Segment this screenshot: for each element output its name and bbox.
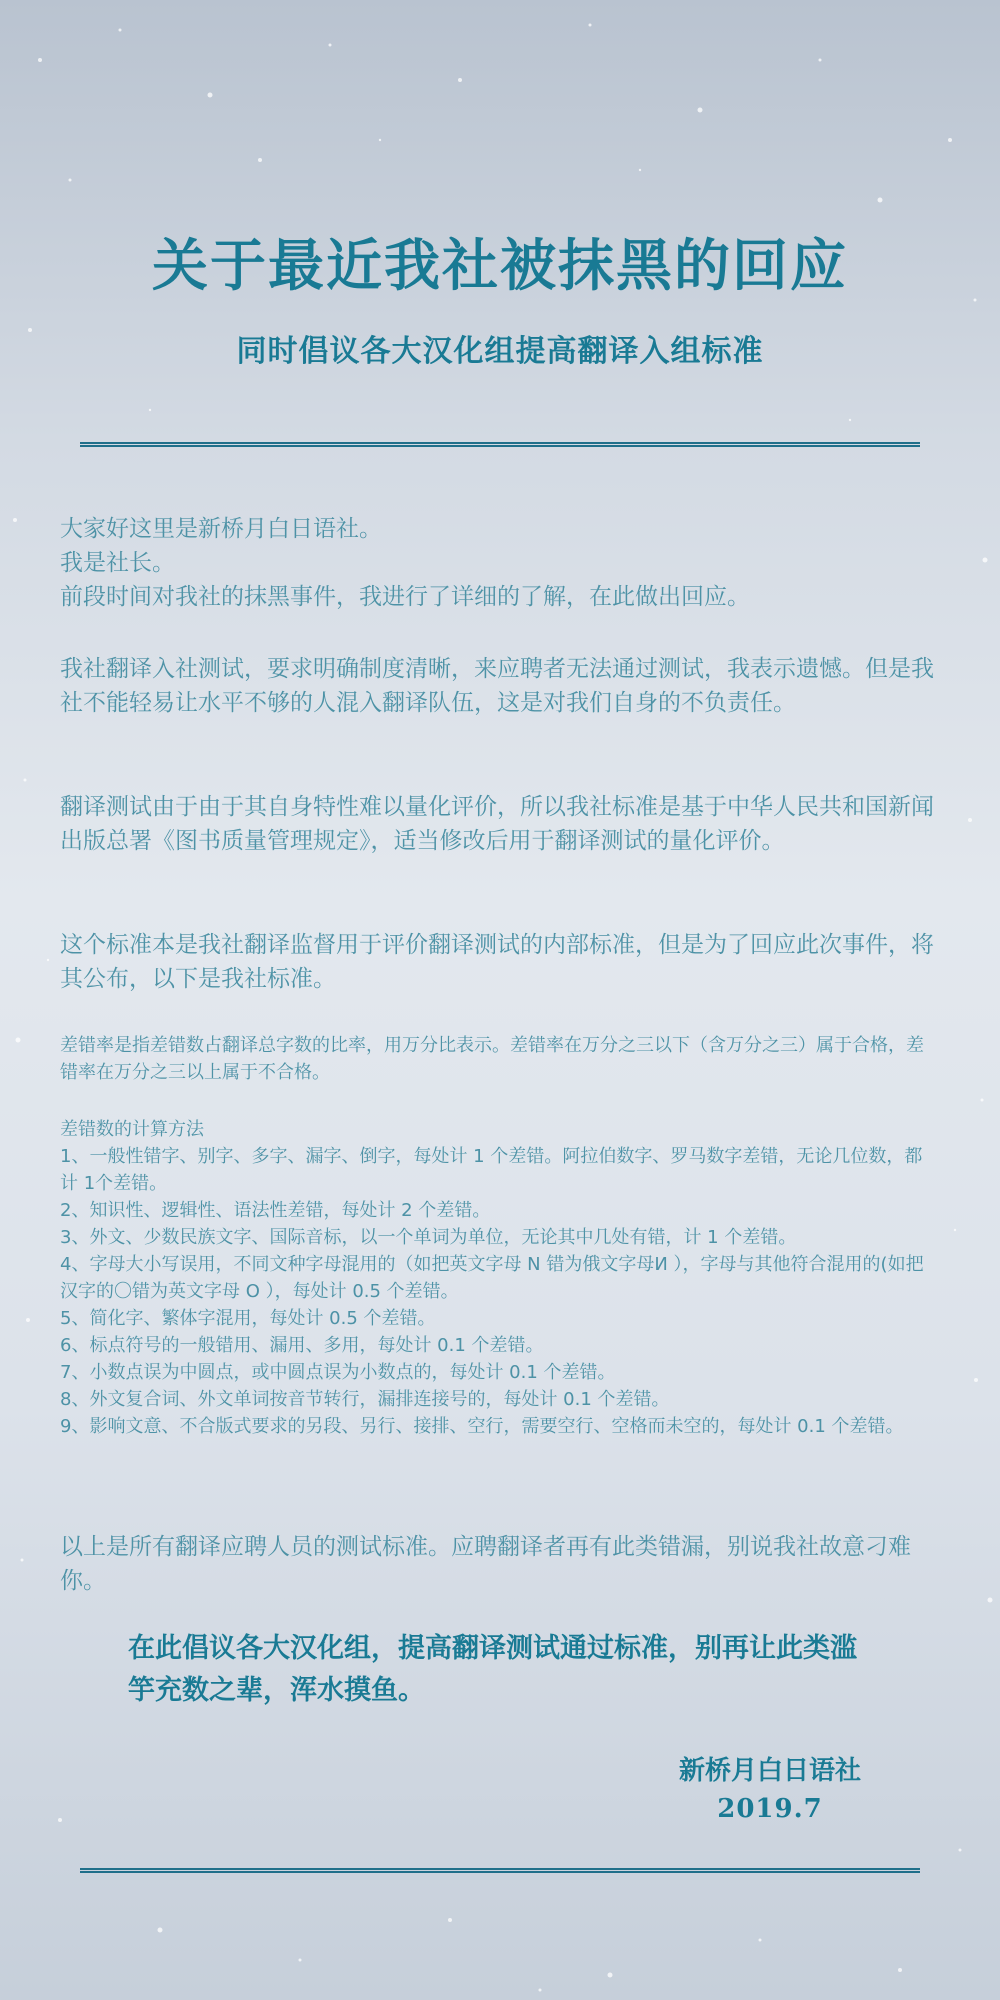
error-rate-definition (60, 1032, 940, 1086)
rule-item: 8、外文复合词、外文单词按音节转行，漏排连接号的，每处计 0.1 个差错。 (60, 1389, 670, 1410)
paragraph-standard-basis (60, 790, 940, 858)
rule-item: 1、一般性错字、别字、多字、漏字、倒字，每处计 1 个差错。阿拉伯数字、罗马数字差错，无论几位数，都计 1个差错。 (60, 1146, 923, 1194)
paragraph-disclosure (60, 928, 940, 996)
paragraph-test-policy (60, 652, 940, 720)
page-subtitle: 同时倡议各大汉化组提高翻译入组标准 (236, 334, 764, 369)
top-divider (80, 442, 920, 447)
definition-text: 差错率是指差错数占翻译总字数的比率，用万分比表示。差错率在万分之三以下（含万分之三）属于合格，差错率在万分之三以上属于不合格。 (60, 1035, 924, 1083)
closing-text: 以上是所有翻译应聘人员的测试标准。应聘翻译者再有此类错漏，别说我社故意刁难你。 (60, 1534, 911, 1594)
page-title: 关于最近我社被抹黑的回应 (152, 233, 848, 299)
rule-item: 2、知识性、逻辑性、语法性差错，每处计 2 个差错。 (60, 1200, 491, 1221)
intro-line: 大家好这里是新桥月白日语社。 (60, 516, 382, 542)
intro-block (60, 512, 940, 614)
rule-item: 4、字母大小写误用，不同文种字母混用的（如把英文字母 N 错为俄文字母И ），字母与其他符合混用的(如把汉字的〇错为英文字母 O ），每处计 0.5 个差错。 (60, 1254, 924, 1302)
signature-date: 2019.7 (717, 1794, 823, 1824)
rule-item: 5、简化字、繁体字混用，每处计 0.5 个差错。 (60, 1308, 436, 1329)
rule-item: 6、标点符号的一般错用、漏用、多用，每处计 0.1 个差错。 (60, 1335, 544, 1356)
closing-paragraph (60, 1530, 940, 1598)
rule-item: 3、外文、少数民族文字、国际音标，以一个单词为单位，无论其中几处有错，计 1 个差错。 (60, 1227, 797, 1248)
paragraph-text: 翻译测试由于由于其自身特性难以量化评价，所以我社标准是基于中华人民共和国新闻出版总署《图书质量管理规定》，适当修改后用于翻译测试的量化评价。 (60, 794, 934, 854)
paragraph-text: 这个标准本是我社翻译监督用于评价翻译测试的内部标准，但是为了回应此次事件，将其公布，以下是我社标准。 (60, 932, 934, 992)
rule-item: 7、小数点误为中圆点，或中圆点误为小数点的，每处计 0.1 个差错。 (60, 1362, 616, 1383)
paragraph-text: 我社翻译入社测试，要求明确制度清晰，来应聘者无法通过测试，我表示遗憾。但是我社不能轻易让水平不够的人混入翻译队伍，这是对我们自身的不负责任。 (60, 656, 934, 716)
callout-appeal: 在此倡议各大汉化组，提高翻译测试通过标准，别再让此类滥竽充数之辈，浑水摸鱼。 (128, 1633, 857, 1706)
signature-block (620, 1752, 920, 1828)
intro-line: 我是社长。 (60, 550, 175, 576)
intro-line: 前段时间对我社的抹黑事件，我进行了详细的了解，在此做出回应。 (60, 584, 750, 610)
error-count-method (60, 1116, 940, 1440)
signature-name: 新桥月白日语社 (678, 1756, 861, 1786)
bottom-divider (80, 1868, 920, 1873)
method-title: 差错数的计算方法 (60, 1119, 204, 1140)
rule-item: 9、影响文意、不合版式要求的另段、另行、接排、空行，需要空行、空格而未空的，每处计 0.1 个差错。 (60, 1416, 904, 1437)
